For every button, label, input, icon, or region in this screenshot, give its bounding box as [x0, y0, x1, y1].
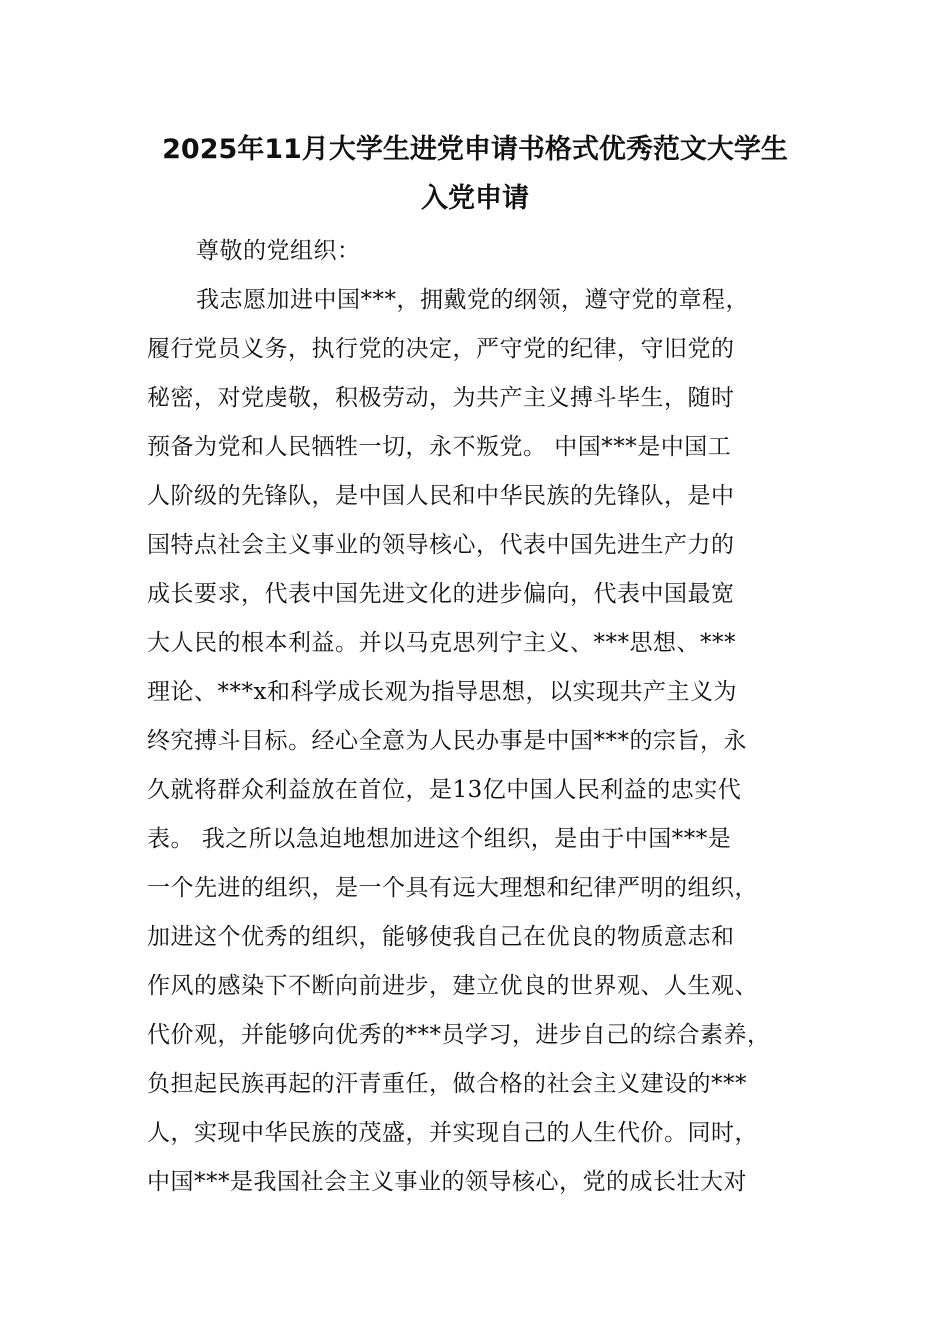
- body-line: 中国***是我国社会主义事业的领导核心，党的成长壮大对: [147, 1169, 747, 1195]
- body-line: 代价观，并能够向优秀的***员学习，进步自己的综合素养，: [147, 1022, 771, 1048]
- body-line: 人阶级的先锋队，是中国人民和中华民族的先锋队，是中: [147, 483, 735, 509]
- document-title-line-1: 2025年11月大学生进党申请书格式优秀范文大学生: [162, 134, 788, 165]
- body-line: 大人民的根本利益。并以马克思列宁主义、***思想、***: [147, 630, 736, 656]
- body-line: 国特点社会主义事业的领导核心，代表中国先进生产力的: [147, 532, 735, 558]
- body-line: 加进这个优秀的组织，能够使我自己在优良的物质意志和: [147, 924, 735, 950]
- body-line: 我志愿加进中国***，拥戴党的纲领，遵守党的章程，: [196, 287, 749, 313]
- body-line: 秘密，对党虔敬，积极劳动，为共产主义搏斗毕生，随时: [147, 385, 735, 411]
- body-line: 久就将群众利益放在首位，是13亿中国人民利益的忠实代: [147, 777, 742, 803]
- body-line: 理论、***x和科学成长观为指导思想，以实现共产主义为: [147, 679, 737, 705]
- body-line: 人，实现中华民族的茂盛，并实现自己的人生代价。同时，: [147, 1120, 758, 1146]
- body-line: 预备为党和人民牺牲一切，永不叛党。 中国***是中国工: [147, 434, 732, 460]
- salutation: 尊敬的党组织：: [196, 238, 361, 264]
- body-line: 作风的感染下不断向前进步，建立优良的世界观、人生观、: [147, 973, 758, 999]
- body-line: 一个先进的组织，是一个具有远大理想和纪律严明的组织，: [147, 875, 758, 901]
- body-line: 表。 我之所以急迫地想加进这个组织，是由于中国***是: [147, 826, 732, 852]
- body-line: 成长要求，代表中国先进文化的进步偏向，代表中国最宽: [147, 581, 735, 607]
- body-line: 终究搏斗目标。经心全意为人民办事是中国***的宗旨，永: [147, 728, 747, 754]
- body-line: 负担起民族再起的汗青重任，做合格的社会主义建设的***: [147, 1071, 747, 1097]
- body-line: 履行党员义务，执行党的决定，严守党的纪律，守旧党的: [147, 336, 735, 362]
- document-title-line-2: 入党申请: [421, 183, 529, 214]
